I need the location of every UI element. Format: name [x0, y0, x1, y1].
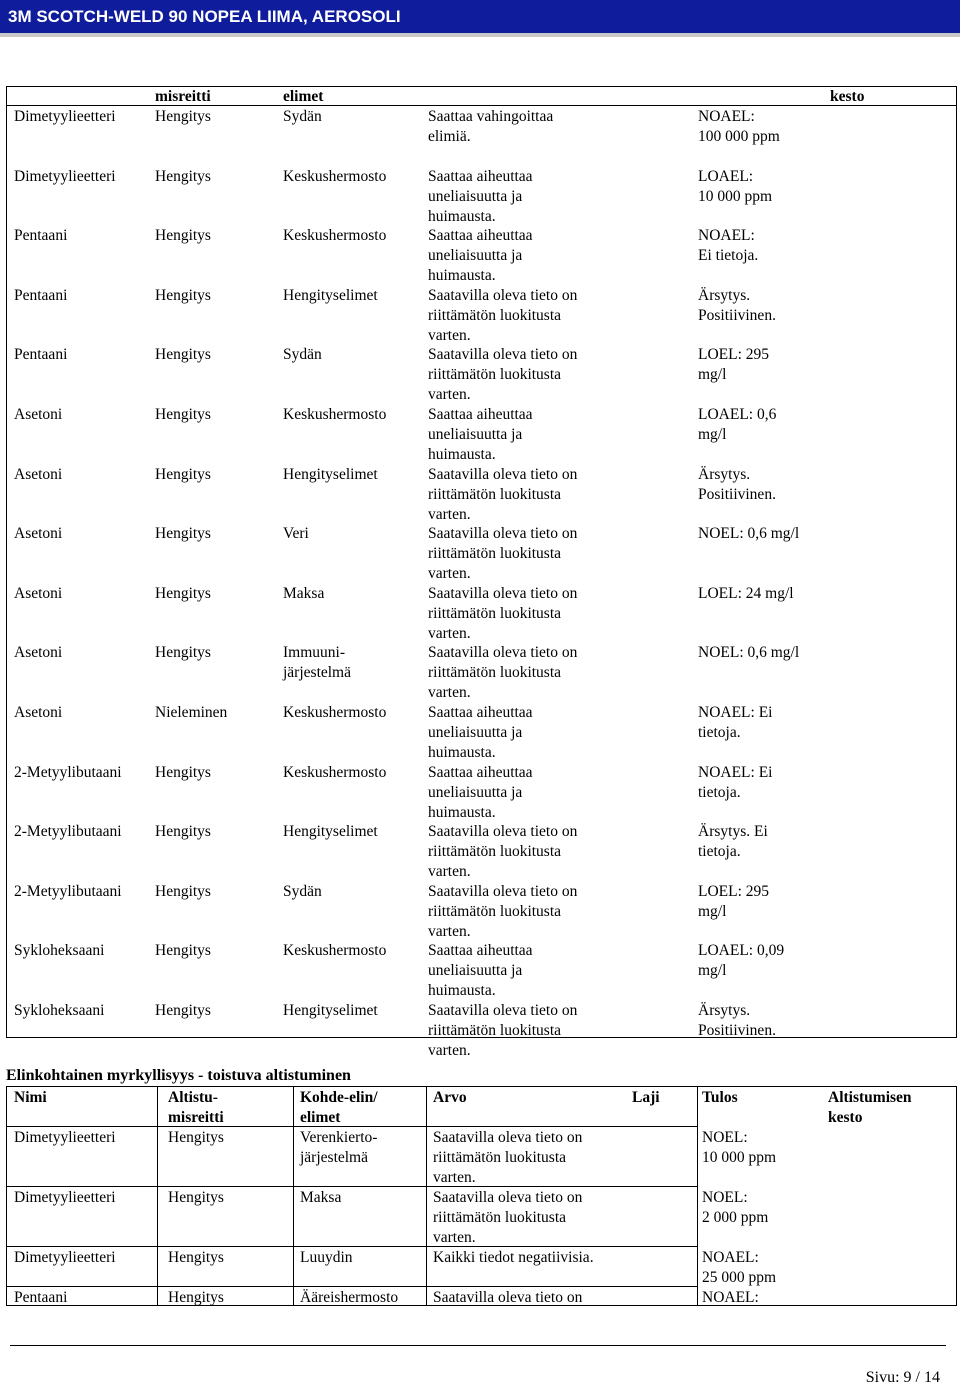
- value-cell-line: Saatavilla oleva tieto on: [428, 1002, 578, 1019]
- value-cell-line: Saatavilla oleva tieto on: [428, 525, 578, 542]
- column-divider: [157, 1086, 158, 1306]
- route-cell: Hengitys: [155, 823, 211, 840]
- route-cell: Hengitys: [168, 1249, 224, 1266]
- value-cell-line: Kaikki tiedot negatiivisia.: [433, 1249, 594, 1266]
- value-cell-line: huimausta.: [428, 267, 496, 284]
- value-cell-line: varten.: [428, 386, 471, 403]
- page-number: Sivu: 9 / 14: [865, 1369, 940, 1386]
- col-header-route-l2: misreitti: [168, 1109, 224, 1126]
- route-cell: Hengitys: [155, 883, 211, 900]
- organ-cell-line: Luuydin: [300, 1249, 353, 1266]
- result-cell-line: Ärsytys.: [698, 466, 751, 483]
- value-cell-line: riittämätön luokitusta: [428, 545, 562, 562]
- col-header-value: Arvo: [433, 1089, 467, 1106]
- value-cell-line: Saatavilla oleva tieto on: [428, 346, 578, 363]
- result-cell-line: tietoja.: [698, 724, 741, 741]
- value-cell-line: huimausta.: [428, 982, 496, 999]
- value-cell-line: Saatavilla oleva tieto on: [433, 1189, 583, 1206]
- route-cell: Hengitys: [155, 227, 211, 244]
- result-cell-line: NOEL:: [702, 1129, 748, 1146]
- col-header-route-l1: Altistu-: [168, 1089, 218, 1106]
- value-cell-line: riittämätön luokitusta: [428, 486, 562, 503]
- row-divider: [6, 1286, 697, 1287]
- substance-cell: Dimetyylieetteri: [14, 168, 116, 185]
- organ-cell: Sydän: [283, 108, 322, 125]
- value-cell-line: huimausta.: [428, 804, 496, 821]
- result-cell-line: LOAEL:: [698, 168, 754, 185]
- value-cell-line: riittämätön luokitusta: [428, 1022, 562, 1039]
- organ-cell-line: Verenkierto-: [300, 1129, 378, 1146]
- column-divider: [426, 1086, 427, 1306]
- result-cell-line: 10 000 ppm: [698, 188, 773, 205]
- column-divider: [697, 1086, 698, 1306]
- organ-cell: Keskushermosto: [283, 406, 387, 423]
- substance-cell: Asetoni: [14, 644, 63, 661]
- value-cell-line: riittämätön luokitusta: [428, 366, 562, 383]
- value-cell-line: Saatavilla oleva tieto on: [428, 883, 578, 900]
- organ-cell: Hengityselimet: [283, 466, 378, 483]
- value-cell-line: Saattaa aiheuttaa: [428, 227, 533, 244]
- value-cell-line: Saatavilla oleva tieto on: [428, 823, 578, 840]
- value-cell-line: varten.: [428, 863, 471, 880]
- result-cell-line: NOEL:: [702, 1189, 748, 1206]
- value-cell-line: huimausta.: [428, 208, 496, 225]
- organ-cell: Sydän: [283, 883, 322, 900]
- value-cell-line: uneliaisuutta ja: [428, 247, 523, 264]
- substance-cell: Dimetyylieetteri: [14, 108, 116, 125]
- substance-cell: Dimetyylieetteri: [14, 1249, 116, 1266]
- substance-cell: Asetoni: [14, 585, 63, 602]
- row-divider: [6, 1246, 697, 1247]
- result-cell-line: tietoja.: [698, 784, 741, 801]
- substance-cell: 2-Metyylibutaani: [14, 883, 122, 900]
- value-cell-line: Saattaa aiheuttaa: [428, 942, 533, 959]
- route-cell: Hengitys: [168, 1129, 224, 1146]
- value-cell-line: varten.: [428, 565, 471, 582]
- value-cell-line: Saattaa aiheuttaa: [428, 168, 533, 185]
- value-cell-line: Saatavilla oleva tieto on: [433, 1289, 583, 1306]
- route-cell: Hengitys: [155, 1002, 211, 1019]
- substance-cell: Asetoni: [14, 406, 63, 423]
- result-cell-line: LOAEL: 0,09: [698, 942, 785, 959]
- value-cell-line: riittämätön luokitusta: [428, 903, 562, 920]
- organ-cell: järjestelmä: [283, 664, 351, 681]
- result-cell-line: mg/l: [698, 903, 727, 920]
- result-cell-line: Positiivinen.: [698, 307, 776, 324]
- route-cell: Hengitys: [155, 108, 211, 125]
- section-title: Elinkohtainen myrkyllisyys - toistuva altistuminen: [6, 1067, 351, 1084]
- route-cell: Hengitys: [155, 406, 211, 423]
- result-cell-line: Ei tietoja.: [698, 247, 759, 264]
- col-header-name: Nimi: [14, 1089, 47, 1106]
- result-cell-line: NOEL: 0,6 mg/l: [698, 644, 800, 661]
- value-cell-line: Saatavilla oleva tieto on: [428, 585, 578, 602]
- value-cell-line: Saattaa aiheuttaa: [428, 704, 533, 721]
- column-divider: [293, 1086, 294, 1306]
- value-cell-line: uneliaisuutta ja: [428, 426, 523, 443]
- organ-cell: Keskushermosto: [283, 704, 387, 721]
- value-cell-line: varten.: [428, 684, 471, 701]
- route-cell: Hengitys: [155, 585, 211, 602]
- value-cell-line: varten.: [428, 625, 471, 642]
- col-header-organ-l1: Kohde-elin/: [300, 1089, 378, 1106]
- value-cell-line: Saatavilla oleva tieto on: [433, 1129, 583, 1146]
- organ-cell: Hengityselimet: [283, 1002, 378, 1019]
- col-header-species: Laji: [632, 1089, 660, 1106]
- col-header-duration: kesto: [830, 88, 865, 105]
- result-cell-line: mg/l: [698, 962, 727, 979]
- organ-cell: Hengityselimet: [283, 823, 378, 840]
- value-cell-line: riittämätön luokitusta: [433, 1149, 567, 1166]
- result-cell-line: 2 000 ppm: [702, 1209, 769, 1226]
- result-cell-line: NOEL: 0,6 mg/l: [698, 525, 800, 542]
- value-cell-line: varten.: [433, 1169, 476, 1186]
- value-cell-line: riittämätön luokitusta: [428, 605, 562, 622]
- header-divider: [0, 33, 960, 37]
- result-cell-line: LOEL: 295: [698, 883, 770, 900]
- value-cell-line: Saatavilla oleva tieto on: [428, 287, 578, 304]
- organ-cell-line: Ääreishermosto: [300, 1289, 399, 1306]
- substance-cell: Pentaani: [14, 1289, 68, 1306]
- substance-cell: Asetoni: [14, 704, 63, 721]
- table-1-header-divider: [6, 105, 957, 106]
- value-cell-line: varten.: [433, 1229, 476, 1246]
- route-cell: Hengitys: [155, 942, 211, 959]
- substance-cell: Asetoni: [14, 525, 63, 542]
- result-cell-line: NOAEL: Ei: [698, 704, 773, 721]
- value-cell-line: Saatavilla oleva tieto on: [428, 466, 578, 483]
- substance-cell: Pentaani: [14, 227, 68, 244]
- footer-divider: [10, 1345, 946, 1346]
- value-cell-line: Saattaa aiheuttaa: [428, 764, 533, 781]
- result-cell-line: NOAEL:: [698, 227, 755, 244]
- col-header-result: Tulos: [702, 1089, 738, 1106]
- value-cell-line: huimausta.: [428, 446, 496, 463]
- value-cell-line: Saatavilla oleva tieto on: [428, 644, 578, 661]
- organ-cell: Sydän: [283, 346, 322, 363]
- value-cell-line: riittämätön luokitusta: [428, 664, 562, 681]
- organ-cell: Veri: [283, 525, 309, 542]
- value-cell-line: Saattaa aiheuttaa: [428, 406, 533, 423]
- substance-cell: Dimetyylieetteri: [14, 1129, 116, 1146]
- organ-cell: Immuuni-: [283, 644, 345, 661]
- value-cell-line: varten.: [428, 327, 471, 344]
- result-cell-line: Ärsytys.: [698, 1002, 751, 1019]
- substance-cell: Sykloheksaani: [14, 942, 105, 959]
- substance-cell: Dimetyylieetteri: [14, 1189, 116, 1206]
- row-divider: [6, 1186, 697, 1187]
- result-cell-line: tietoja.: [698, 843, 741, 860]
- result-cell-line: 10 000 ppm: [702, 1149, 777, 1166]
- value-cell-line: varten.: [428, 506, 471, 523]
- organ-cell-line: Maksa: [300, 1189, 342, 1206]
- organ-cell-line: järjestelmä: [300, 1149, 368, 1166]
- value-cell-line: Saattaa vahingoittaa: [428, 108, 554, 125]
- value-cell-line: uneliaisuutta ja: [428, 784, 523, 801]
- value-cell-line: elimiä.: [428, 128, 471, 145]
- organ-cell: Keskushermosto: [283, 942, 387, 959]
- result-cell-line: Positiivinen.: [698, 1022, 776, 1039]
- result-cell-line: NOAEL:: [702, 1289, 759, 1306]
- route-cell: Hengitys: [155, 168, 211, 185]
- substance-cell: Pentaani: [14, 287, 68, 304]
- result-cell-line: Positiivinen.: [698, 486, 776, 503]
- result-cell-line: 25 000 ppm: [702, 1269, 777, 1286]
- value-cell-line: varten.: [428, 1042, 471, 1059]
- route-cell: Hengitys: [155, 644, 211, 661]
- result-cell-line: mg/l: [698, 366, 727, 383]
- col-header-route: misreitti: [155, 88, 211, 105]
- value-cell-line: uneliaisuutta ja: [428, 188, 523, 205]
- col-header-organ: elimet: [283, 88, 324, 105]
- value-cell-line: varten.: [428, 923, 471, 940]
- route-cell: Hengitys: [155, 466, 211, 483]
- substance-cell: 2-Metyylibutaani: [14, 823, 122, 840]
- organ-cell: Keskushermosto: [283, 227, 387, 244]
- result-cell-line: NOAEL: Ei: [698, 764, 773, 781]
- value-cell-line: riittämätön luokitusta: [428, 843, 562, 860]
- value-cell-line: huimausta.: [428, 744, 496, 761]
- substance-cell: Asetoni: [14, 466, 63, 483]
- substance-cell: 2-Metyylibutaani: [14, 764, 122, 781]
- route-cell: Hengitys: [155, 525, 211, 542]
- value-cell-line: uneliaisuutta ja: [428, 724, 523, 741]
- document-title-bar: [0, 0, 960, 33]
- route-cell: Hengitys: [155, 764, 211, 781]
- organ-cell: Keskushermosto: [283, 168, 387, 185]
- substance-cell: Sykloheksaani: [14, 1002, 105, 1019]
- route-cell: Hengitys: [155, 346, 211, 363]
- result-cell-line: LOEL: 24 mg/l: [698, 585, 794, 602]
- col-header-duration-l2: kesto: [828, 1109, 863, 1126]
- substance-cell: Pentaani: [14, 346, 68, 363]
- col-header-duration-l1: Altistumisen: [828, 1089, 912, 1106]
- result-cell-line: Ärsytys.: [698, 287, 751, 304]
- organ-cell: Keskushermosto: [283, 764, 387, 781]
- result-cell-line: LOAEL: 0,6: [698, 406, 777, 423]
- route-cell: Hengitys: [168, 1289, 224, 1306]
- result-cell-line: LOEL: 295: [698, 346, 770, 363]
- col-header-organ-l2: elimet: [300, 1109, 341, 1126]
- route-cell: Hengitys: [168, 1189, 224, 1206]
- result-cell-line: Ärsytys. Ei: [698, 823, 768, 840]
- route-cell: Hengitys: [155, 287, 211, 304]
- result-cell-line: NOAEL:: [702, 1249, 759, 1266]
- result-cell-line: 100 000 ppm: [698, 128, 780, 145]
- document-title: 3M SCOTCH-WELD 90 NOPEA LIIMA, AEROSOLI: [8, 7, 401, 26]
- result-cell-line: NOAEL:: [698, 108, 755, 125]
- value-cell-line: riittämätön luokitusta: [428, 307, 562, 324]
- organ-cell: Maksa: [283, 585, 325, 602]
- row-divider: [6, 1126, 697, 1127]
- organ-cell: Hengityselimet: [283, 287, 378, 304]
- result-cell-line: mg/l: [698, 426, 727, 443]
- value-cell-line: uneliaisuutta ja: [428, 962, 523, 979]
- route-cell: Nieleminen: [155, 704, 228, 721]
- value-cell-line: riittämätön luokitusta: [433, 1209, 567, 1226]
